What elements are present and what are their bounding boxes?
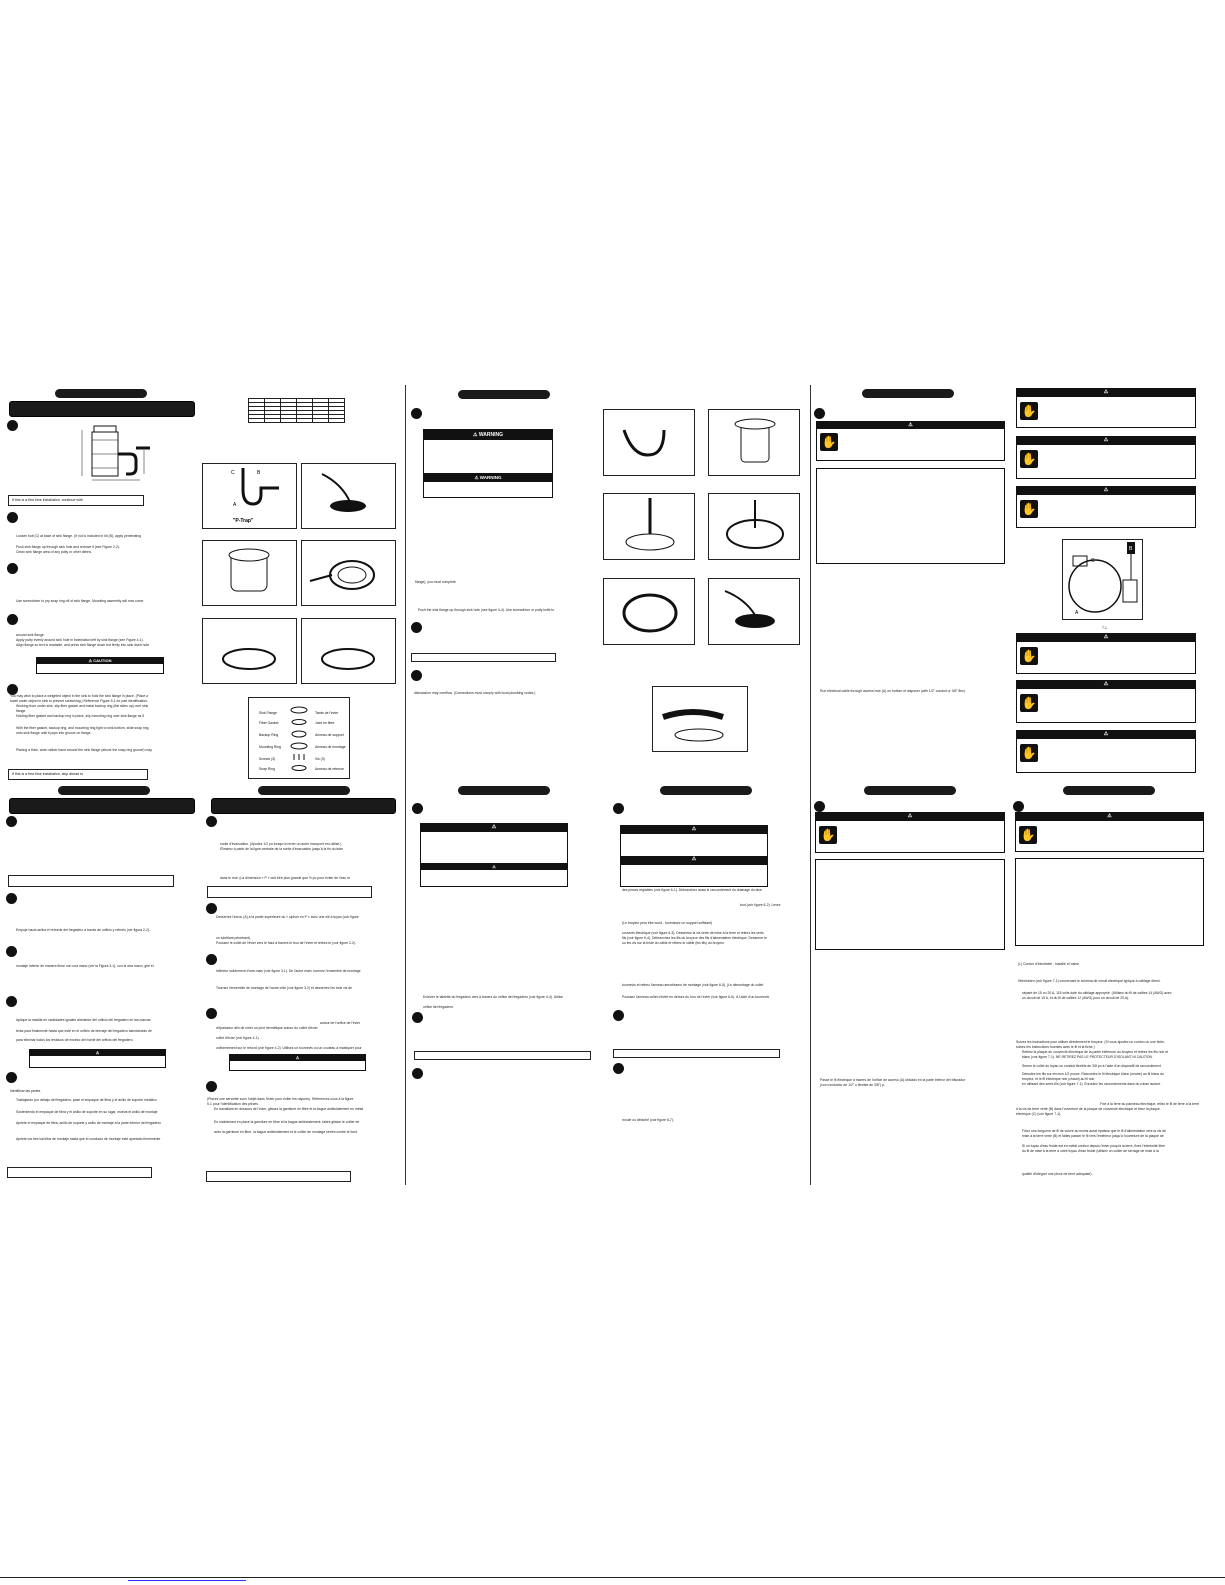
step-text: Éliminez à partir de la ligne centrale de la sortie d'évacuation jusqu'à la fin du tube (220, 847, 344, 851)
warning-box (1016, 633, 1196, 674)
step-text: Apriete los tres tornillos de montaje hasta que el conducto de montaje esté apretado firmemente (16, 1137, 161, 1141)
part-label-fr: Anneau de retenue (315, 767, 344, 771)
step-text: montaje inferior de manera firme con una mano (ver la Figura 3-1), con la otra mano, gire el (16, 964, 154, 968)
step-text: Loosen bolt (C) at base of sink flange. (If nut is included in kit (B), apply penetrating (16, 534, 141, 538)
shock-hazard-icon: ✋ (821, 435, 837, 449)
warning-header: ⚠ (1017, 487, 1195, 495)
step-text: électrique (C) (voir figure 7-1). (1016, 1112, 1062, 1116)
shock-hazard-icon: ✋ (1021, 649, 1037, 663)
step-marker (206, 903, 217, 914)
step-text: En maintenant en place la garniture en fibre et la bague antiéclatement, faites glisser le collier de (214, 1120, 360, 1124)
step-text: du fil de mise à la terre à votre tuyau d'eau froide (utilisez un collier de serrage de mise à la (1022, 1149, 1159, 1153)
warning-box (1016, 486, 1196, 528)
step-marker (6, 893, 17, 904)
step-marker (7, 563, 18, 574)
section-header-bar (211, 798, 396, 814)
step-text: uniformément sur le rebord (voir figure 4-2). Utilisez un tournevis ou un couteau à mastiquer pour (216, 1046, 362, 1050)
step-text: moulé ou détaché (voir figure 6-7). (622, 1118, 674, 1122)
step-marker (6, 996, 17, 1007)
step-text: Align flange so text is readable, and press sink flange down but firmly into sink drain hole. (16, 643, 151, 647)
caution-header: ⚠ (30, 1050, 165, 1056)
notice-box (613, 1049, 780, 1058)
warning-box (815, 812, 1005, 853)
figure-4-2 (301, 618, 396, 684)
step-marker (206, 1081, 217, 1092)
part-label-fr: Anneau de support (315, 733, 344, 737)
notice-box (207, 886, 372, 898)
caution-label: CAUTION (93, 658, 112, 663)
step-marker (613, 803, 624, 814)
part-label: Fiber Gasket (259, 721, 279, 725)
part-label-fr: Vis (3) (315, 757, 325, 761)
figure-6-2 (708, 409, 800, 476)
step-text: séparé de 15 ou 20 A, 115 volts doté du câblage approprié. (Utilisez du fil de calibre 14 (AWG) avec (1022, 991, 1172, 995)
step-marker (411, 408, 422, 419)
warning-header: ⚠ (1016, 813, 1203, 821)
step-marker (411, 670, 422, 681)
step-text: un circuit de 15 A, et du fil de calibre 12 (AWG) pour un circuit de 20 A). (1022, 996, 1130, 1000)
label-a: A (233, 502, 237, 508)
warning-header: ⚠ (621, 856, 767, 865)
part-label: Sink Flange (259, 711, 277, 715)
putty-removal-illustration (653, 687, 747, 751)
section-header-bar (9, 798, 195, 814)
figure-p-trap (202, 463, 297, 529)
caution-header: ⚠ CAUTION (37, 658, 163, 664)
shock-hazard-icon: ✋ (1021, 502, 1037, 516)
step-text: Fixe à la terre au panneau électrique, reliez le fil de terre à la terre (1100, 1102, 1200, 1106)
warning-header: ⚠ (421, 824, 567, 832)
instruction-box (816, 468, 1005, 564)
notice-box (7, 1167, 152, 1178)
section-pill (58, 786, 150, 795)
step-text: blanc (voir figure 7-1). NE RETIREZ PAS LE PROTECTEUR D'ISOLANT NI CAUTION. (1022, 1055, 1153, 1059)
step-text: dishwasher may overflow. (Connections must comply with local plumbing codes.) (414, 691, 536, 695)
step-text: Aplique la masilla en cantidades iguales alrededor del orificio del fregadero en las marcas (16, 1018, 151, 1022)
step-text: fils (voir figure 6-4). Débranchez les fils du broyeur des fils d'alimentation électrique. Desserrer le (622, 936, 767, 940)
step-text: un lubrifiant pénétrant). (216, 936, 251, 940)
step-text: orifice del fregadero. (423, 1005, 454, 1009)
step-text: Working from under sink, slip fiber gasket and metal backup ring (flat sides up) over sink (16, 704, 149, 708)
part-label: Screws (3) (259, 757, 276, 761)
figure-6-5 (603, 578, 695, 645)
shock-hazard-icon: ✋ (820, 828, 836, 842)
step-text: tout (voir figure 6-2). Levez (740, 903, 781, 907)
step-text: Identificar las partes (10, 1089, 41, 1093)
mounting-ring-illustration (302, 541, 395, 605)
step-text: Push the sink flange up through sink hole (see figure 4-4). Use screwdriver or putty knife to (418, 608, 555, 612)
step-text: Poussez l'anneau collet d'évier en dehors du trou de l'évier (voir figure 6-6). À l'aide d'un tournevis (622, 995, 770, 999)
step-text: broyeur, et le fil électrique noir (chaud) au fil noir (1022, 1077, 1095, 1081)
notice-box (411, 653, 556, 662)
warning-box (620, 825, 768, 887)
step-marker (412, 1068, 423, 1079)
shock-hazard-icon: ✋ (1021, 696, 1037, 710)
warning-header: ⚠ (621, 826, 767, 834)
label-a: A (1075, 610, 1079, 616)
flange-press-illustration (302, 619, 395, 683)
section-pill (258, 786, 350, 795)
step-text: inférieur solidement d'une main (voir figure 3-1). De l'autre main, tournez l'ensemble de montage (216, 969, 361, 973)
warning-header: ⚠ (1017, 731, 1195, 739)
step-text: avec la garniture en fibre, la bague antiéclatement et le collier de montage serrés contre le fond (214, 1130, 358, 1134)
panel-divider (810, 385, 811, 1185)
step-text: des pinces réglables (voir figure 6-1). Débranchez aussi le raccordement du drainage du lave (622, 888, 762, 892)
section-header-bar (9, 401, 195, 417)
skip-notice: If this is a first time installation, skip ahead to (8, 769, 148, 780)
step-text: You may wish to place a weighted object in the sink to hold the sink flange in place. (Place a (10, 694, 149, 698)
step-marker (814, 408, 825, 419)
step-text: Enlevez le tablette du fregadero vers à travers du orifice del fregadero (voir figure 4-4). Utilice (423, 995, 564, 999)
disposer-dimension-figure (78, 424, 160, 482)
step-text: suivez les instructions fournies avec le fil et la fiche.) (1016, 1045, 1095, 1049)
figure-6-6 (708, 578, 800, 645)
warning-header: ⚠ (1017, 634, 1195, 642)
step-marker (7, 614, 18, 625)
figure-3-2 (301, 540, 396, 606)
step-text: ou les vis sur la bride du câble et retirez le câble (les fils) du broyeur (622, 941, 725, 945)
step-marker (412, 803, 423, 814)
step-text: flange. (16, 709, 27, 713)
step-marker (613, 1063, 624, 1074)
part-label-fr: Tamis de l'évier (315, 711, 339, 715)
step-marker (206, 954, 217, 965)
figure-3-1 (202, 540, 297, 606)
warning-box (420, 823, 568, 887)
step-text: Placing a thick, wide rubber band around the sink flange (above the snap ring groove) may (16, 748, 152, 752)
warning-header: ⚠ (817, 422, 1004, 429)
step-marker (6, 816, 17, 827)
part-label: Backup Ring (259, 733, 279, 737)
step-text: (Placez une serviette sous l'objet dans l'évier pour éviter les rayures). Référencez-vous à la figure (207, 1097, 354, 1101)
warning-label: WARNING (479, 475, 502, 480)
step-marker (6, 946, 17, 957)
warning-header: ⚠ WARNING (424, 430, 552, 440)
step-text: mise à la terre verte (B) et faites passer le fil vers l'extérieur jusqu'à l'ouverture de la plaque de (1022, 1134, 1164, 1138)
step-text: lenta para finalmente hasta que esté en el orificio de drenaje del fregadero asentándolo de (16, 1029, 152, 1033)
warning-box (423, 429, 553, 498)
warning-box (1016, 388, 1196, 428)
warning-box (1015, 812, 1204, 852)
step-text: Use screwdriver to pry snap ring off of sink flange. Mounting assembly will now come (16, 599, 144, 603)
step-text: Passe le fil électrique à travers de l'orifice de acceso (A) ubicado en la parte inferior del triturador (820, 1078, 966, 1082)
wiring-diagram (1063, 540, 1142, 619)
notice-box (414, 1051, 591, 1060)
figure-6-1 (603, 409, 695, 476)
instruction-box (1015, 858, 1204, 946)
figure-caption: 7-1 (1102, 626, 1107, 630)
step-text: Retirez la plaque du couvercle électrique de la partie inférieure du broyeur et retirez les fils noir et (1022, 1050, 1169, 1054)
section-pill (458, 390, 550, 399)
step-text: Desserrez l'écrou (A) à la partie supérieure du « siphon en P » avec une clé à tuyau (voir figure (216, 915, 359, 919)
part-label-fr: Anneau de montage (315, 745, 346, 749)
step-text: En travaillant en dessous de l'évier, glissez la garniture en fibre et la bague antiéclatement en métal (214, 1107, 364, 1111)
step-marker (814, 801, 825, 812)
shock-hazard-icon: ✋ (1020, 828, 1036, 842)
step-text: Apply putty evenly around sink hole in indentation left by sink flange (see Figure 4-1). (16, 638, 144, 642)
flange-push-illustration (709, 579, 799, 644)
step-marker (1013, 801, 1024, 812)
step-text: tournevis et retirez l'anneau amortisseur de montage (voir figure 6-5). (Le démontage du collet (622, 983, 764, 987)
disposer-lift-illustration (709, 410, 799, 475)
part-label: Mounting Ring (259, 745, 281, 749)
step-text: collet d'évier (voir figure 4-1). (216, 1036, 260, 1040)
warning-header: ⚠ WARNING (424, 473, 552, 482)
step-marker (206, 1008, 217, 1019)
label-c: C (231, 470, 235, 476)
figure-2-2 (301, 463, 396, 529)
step-marker (7, 512, 18, 523)
shock-hazard-icon: ✋ (1021, 746, 1037, 760)
figure-6-4 (708, 493, 800, 560)
step-text: (L) Cordon d'électricité - Installé à l'usine (1018, 962, 1080, 966)
label-b: B (1129, 546, 1133, 552)
dimension-table (248, 398, 345, 423)
wires-illustration (709, 494, 799, 559)
warning-box (1016, 730, 1196, 773)
step-text: Poussez le collet de l'évier vers le haut à travers le trou de l'évier et retirez-le (voir figure 2-2). (216, 941, 356, 945)
warning-box (1016, 436, 1196, 479)
step-text: Si un tuyau d'eau froide est en métal continu depuis l'évier jusqu'à la terre, fixez l'extrémité libre (1022, 1144, 1165, 1148)
section-pill (458, 786, 550, 795)
step-text: qualité d'intégrer une pince de terre adéquate). (1022, 1172, 1093, 1176)
first-install-notice: If this is a first time installation, continue with (8, 495, 144, 506)
step-text: para eliminar todos los residuos de exceso del borde del orificio del fregadero. (16, 1038, 134, 1042)
step-text: autour de l'orifice de l'évier (320, 1021, 361, 1025)
warning-box (816, 421, 1005, 461)
step-marker (613, 1010, 624, 1021)
parts-icons (289, 702, 309, 776)
notice-box (8, 875, 174, 887)
step-text: Run electrical cable through access hole (A) on bottom of disposer (with 1/2" conduit or 3/8" flex) (820, 689, 965, 693)
step-text: l'électricien (voir figure 7-1) concernant le schéma de circuit électrique typique à câblage direct. (1018, 979, 1161, 983)
step-text: onto sink flange until it pops into groove on flange. (16, 731, 92, 735)
mounting-hand-illustration (203, 541, 296, 605)
step-text: Serrez le collet du tuyau ou conduit flexible de 3/8 po à l'aide d'un dispositif de raccordement (1022, 1064, 1161, 1068)
warning-header: ⚠ (1017, 681, 1195, 689)
figure-4-1 (202, 618, 297, 684)
putty-illustration (203, 619, 296, 683)
part-label: Snap Ring (259, 767, 275, 771)
step-text: Sosteniendo el empaque de fibra y el anillo de soporte en su lugar, mueva el anillo de montaje (16, 1110, 158, 1114)
trap-removal-illustration (604, 410, 694, 475)
shock-hazard-icon: ✋ (1021, 404, 1037, 418)
caution-box (229, 1054, 366, 1071)
step-text: 5-1 pour l'identification des pièces. (207, 1102, 259, 1106)
step-marker (206, 816, 217, 827)
step-text: Dénudez les fils sur environ 1/2 pouce. Raccordez le fil électrique blanc (neutre) au fil blanc du (1022, 1072, 1164, 1076)
step-marker (411, 622, 422, 633)
step-text: Trabajando por debajo del fregadero, pase el empaque de fibra y el anillo de soporte metálico (16, 1098, 157, 1102)
step-text: Clean sink flange area of any putty or other debris. (16, 550, 92, 554)
screwdriver-illustration (604, 494, 694, 559)
section-pill (862, 389, 954, 398)
step-marker (412, 1012, 423, 1023)
part-label-fr: Joint en fibre (315, 721, 335, 725)
step-text: flange), you must complete (415, 580, 456, 584)
footer-link-underline[interactable] (128, 1580, 246, 1581)
notice-box (206, 1171, 351, 1182)
warning-header: ⚠ (1017, 437, 1195, 445)
figure-7-1 (1062, 539, 1143, 620)
step-text: Suivez les instructions pour utiliser directement le broyeur. (Si vous ajoutez un cordon ou une fiche, (1016, 1040, 1165, 1044)
step-text: en utilisant des serre-fils (voir figure 7-1). Enroulez les raccordements dans du ruban isolant. (1022, 1082, 1161, 1086)
step-text: Fixez une longueur de fil de cuivre au moins aussi épaisse que le fil d'alimentation vers la vis de (1022, 1129, 1166, 1133)
step-text: Apriete el empaque de fibra, anillo de soporte y anillo de montaje a la parte inferior del fregadero (16, 1121, 161, 1125)
parts-identification-box (248, 697, 350, 779)
step-text: couverts électrique (voir figure 6-3). Desserrez la vis verte de mise à la terre et retirez les verts (622, 931, 764, 935)
step-text: towel under object in sink to prevent scratching.) Reference Figure 5-1 for part identification. (10, 699, 148, 703)
step-text: Push sink flange up through sink hole and remove it (see Figure 2-2). (16, 545, 120, 549)
step-text: Empuje hacia arriba el reborde del fregadero a través de orificio y retírelo (ver figura 2-2). (16, 928, 150, 932)
step-text: around sink flange. (16, 633, 45, 637)
shock-hazard-icon: ✋ (1021, 452, 1037, 466)
warning-header: ⚠ (816, 813, 1004, 821)
section-pill (55, 389, 147, 398)
step-marker (7, 420, 18, 431)
step-text: à la vis de terre verte (B) dans l'ouverture de la plaque de couvercle électrique et fixez la plaque (1016, 1107, 1160, 1111)
p-trap-label: "P-Trap" (233, 518, 254, 524)
step-text: Holding fiber gasket and backup ring in place, slip mounting ring over sink flange as 5 (16, 714, 145, 718)
p-trap-illustration (203, 464, 296, 528)
step-text: (Le broyeur peut être lourd - fournissez un support suffisant) (622, 921, 713, 925)
caution-box (36, 657, 164, 674)
label-c: C (1091, 558, 1095, 564)
panel-divider (405, 385, 406, 1185)
section-pill (864, 786, 956, 795)
step-text: Tournez l'ensemble de montage de l'autre côté (voir figure 3-2) et desserrez les trois vis de (216, 986, 353, 990)
caution-header: ⚠ (230, 1055, 365, 1061)
warning-header: ⚠ (421, 863, 567, 870)
step-text: (con conductor de 1/2" o flexible de 3/8") p. (820, 1083, 885, 1087)
step-marker (6, 1072, 17, 1083)
label-b: B (257, 470, 261, 476)
figure-6-3 (603, 493, 695, 560)
footer-rule (0, 1577, 1225, 1578)
warning-label: WARNING (478, 432, 504, 438)
step-text: With the fiber gasket, backup ring, and mounting ring tight to sink bottom, slide snap ring (16, 726, 149, 730)
warning-header: ⚠ (1017, 389, 1195, 397)
instruction-box (815, 859, 1005, 950)
section-pill (660, 786, 752, 795)
mounting-assembly-illustration (604, 579, 694, 644)
figure-6-7 (652, 686, 748, 752)
step-text: d'épaisseur afin de créer un joint hermétique autour du collet d'évier (216, 1026, 318, 1030)
step-text: sortie d'évacuation. (Ajoutez 1/2 po lorsqu'un évier un autre incorporé est utilisé.) (220, 842, 342, 846)
sink-flange-illustration (302, 464, 395, 528)
step-text: dans le mur. (La dimension « P » doit être plus grande que ½ po pour éviter de l'eau re (220, 876, 351, 880)
caution-box (29, 1049, 166, 1068)
section-pill (1063, 786, 1155, 795)
warning-box (1016, 680, 1196, 723)
